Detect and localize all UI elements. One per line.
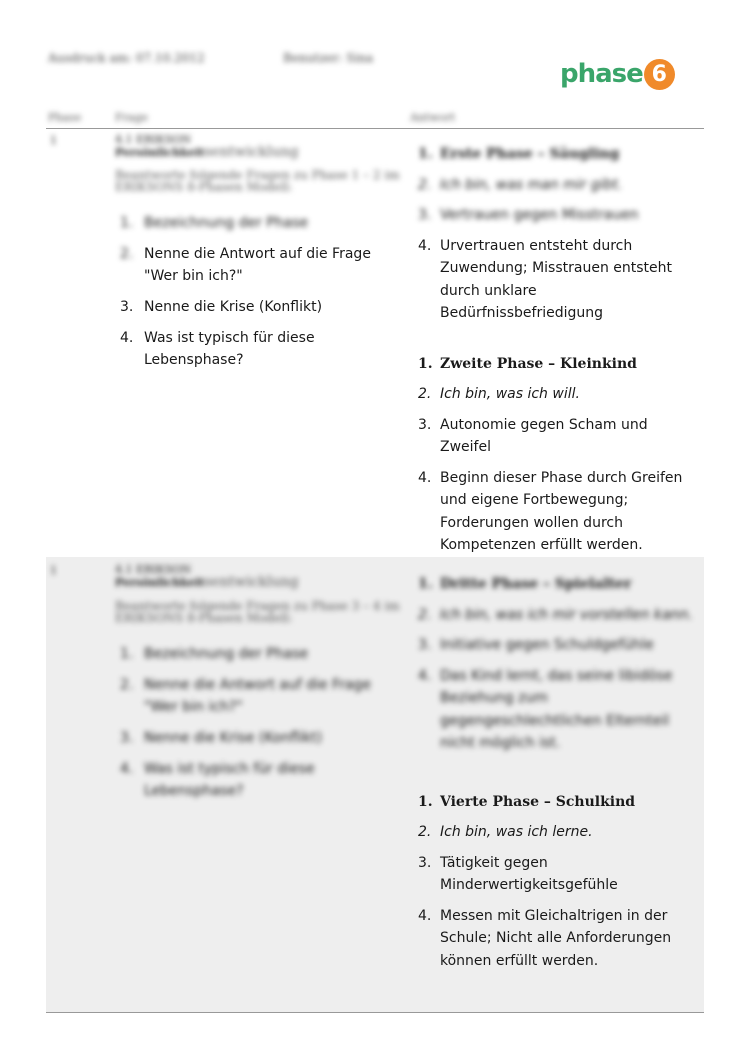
item-text: Bezeichnung der Phase xyxy=(144,215,309,231)
phase6-logo xyxy=(560,56,675,92)
answer-heading: Zweite Phase – Kleinkind xyxy=(440,355,637,372)
answer-typical: Beginn dieser Phase durch Greifen und eigene Fortbewegung; Forderungen wollen durch Kompetenzen erfüllt werden. xyxy=(440,469,683,553)
list-item: 4. Urvertrauen entsteht durch Zuwendung; Misstrauen entsteht durch unklare Bedürfnissbefriedigung xyxy=(418,235,702,325)
question-intro: Beantworte folgende Fragen zu Phase 3 – 4 im ERIKSONS 8-Phasen Modell: xyxy=(115,599,400,625)
answer-list xyxy=(418,143,702,553)
question-title-bold: Persönlichkeit xyxy=(115,576,205,589)
answer-motto: Ich bin, was ich lerne. xyxy=(440,824,593,840)
user-label: Benutzer: Sina xyxy=(283,51,374,65)
table-bottom-divider xyxy=(46,1012,704,1013)
list-item: 2. Ich bin, was ich will. xyxy=(418,383,702,406)
answer-heading: Erste Phase – Säugling xyxy=(440,146,620,162)
logo-text: phase xyxy=(560,59,643,89)
item-text: Bezeichnung der Phase xyxy=(144,646,309,662)
answer-motto: Ich bin, was man mir gibt. xyxy=(440,176,623,193)
list-item: 1. Zweite Phase – Kleinkind xyxy=(418,353,702,376)
list-item xyxy=(120,643,405,665)
list-item xyxy=(120,327,405,371)
header-divider xyxy=(46,128,704,129)
answer-crisis: Initiative gegen Schuldgefühle xyxy=(440,637,654,653)
answer-motto: Ich bin, was ich mir vorstellen kann. xyxy=(440,606,693,623)
list-item xyxy=(120,727,405,749)
question-list xyxy=(120,212,405,380)
question-intro: Beantworte folgende Fragen zu Phase 1 – 2 im ERIKSONS 8-Phasen Modell: xyxy=(115,168,400,194)
item-number: 3. xyxy=(120,730,134,746)
list-item: 1. Dritte Phase – Spielalter xyxy=(418,573,702,596)
answer-crisis: Tätigkeit gegen Minderwertigkeitsgefühle xyxy=(440,854,618,893)
item-number: 1. xyxy=(120,646,134,662)
item-text: Was ist typisch für diese Lebensphase? xyxy=(144,761,315,799)
question-title-rest: sentwicklung xyxy=(204,574,299,590)
list-item xyxy=(120,296,405,318)
answer-heading: Dritte Phase – Spielalter xyxy=(440,576,632,592)
question-title xyxy=(115,134,299,159)
answer-typical: Das Kind lernt, das seine libidöse Beziehung zum gegengeschlechtlichen Elternteil nicht möglich ist. xyxy=(440,667,673,751)
column-header-phase: Phase xyxy=(48,111,82,124)
row-phase-number: 1 xyxy=(50,134,57,147)
question-chapter: 4.1 ERIKSON xyxy=(115,563,192,576)
answer-crisis: Autonomie gegen Scham und Zweifel xyxy=(440,416,648,455)
list-item: 1. Erste Phase – Säugling xyxy=(418,143,702,166)
column-header-answer: Antwort xyxy=(410,111,456,124)
print-date: Ausdruck am: 07.10.2012 xyxy=(48,51,205,65)
item-number: 2. xyxy=(120,246,134,262)
item-number: 3. xyxy=(120,299,134,315)
row-phase-number: 1 xyxy=(50,564,57,577)
answer-motto: Ich bin, was ich will. xyxy=(440,386,580,402)
item-text: Nenne die Antwort auf die Frage "Wer bin ich?" xyxy=(144,677,371,715)
list-item: 2. Ich bin, was man mir gibt. xyxy=(418,174,702,197)
item-text: Was ist typisch für diese Lebensphase? xyxy=(144,330,315,368)
list-item xyxy=(120,674,405,718)
list-item xyxy=(120,243,405,287)
list-item xyxy=(120,212,405,234)
question-title xyxy=(115,564,299,589)
answer-crisis: Vertrauen gegen Misstrauen xyxy=(440,207,639,223)
list-item: 3. Vertrauen gegen Misstrauen xyxy=(418,204,702,227)
question-title-bold: Persönlichkeit xyxy=(115,146,205,159)
answer-heading: Vierte Phase – Schulkind xyxy=(440,793,636,810)
list-item: 4. Das Kind lernt, das seine libidöse Beziehung zum gegengeschlechtlichen Elternteil nicht möglich ist. xyxy=(418,665,702,755)
item-text: Nenne die Krise (Konflikt) xyxy=(144,730,323,746)
list-item: 3. Initiative gegen Schuldgefühle xyxy=(418,634,702,657)
list-item: 3. Autonomie gegen Scham und Zweifel xyxy=(418,414,702,459)
question-title-rest: sentwicklung xyxy=(204,144,299,160)
question-list xyxy=(120,643,405,811)
list-item: 2. Ich bin, was ich lerne. xyxy=(418,821,702,844)
answer-typical: Urvertrauen entsteht durch Zuwendung; Misstrauen entsteht durch unklare Bedürfnissbefriedigung xyxy=(440,237,673,321)
column-header-question: Frage xyxy=(115,111,148,124)
list-item xyxy=(120,758,405,802)
item-text: Nenne die Antwort auf die Frage "Wer bin ich?" xyxy=(144,246,371,284)
list-item: 3. Tätigkeit gegen Minderwertigkeitsgefühle xyxy=(418,852,702,897)
logo-six-icon: 6 xyxy=(644,59,675,90)
item-number: 2. xyxy=(120,677,134,693)
item-text: Nenne die Krise (Konflikt) xyxy=(144,299,323,315)
answer-typical: Messen mit Gleichaltrigen in der Schule; Nicht alle Anforderungen können erfüllt werden. xyxy=(440,907,672,969)
question-chapter: 4.1 ERIKSON xyxy=(115,133,192,146)
item-number: 4. xyxy=(120,330,134,346)
list-item: 2. Ich bin, was ich mir vorstellen kann. xyxy=(418,604,702,627)
list-item: 4. Messen mit Gleichaltrigen in der Schule; Nicht alle Anforderungen können erfüllt werden. xyxy=(418,905,702,973)
item-number: 1. xyxy=(120,215,134,231)
list-item: 1. Vierte Phase – Schulkind xyxy=(418,791,702,814)
item-number: 4. xyxy=(120,761,134,777)
answer-list xyxy=(418,573,702,980)
list-item: 4. Beginn dieser Phase durch Greifen und eigene Fortbewegung; Forderungen wollen durch Kompetenzen erfüllt werden. xyxy=(418,467,702,542)
